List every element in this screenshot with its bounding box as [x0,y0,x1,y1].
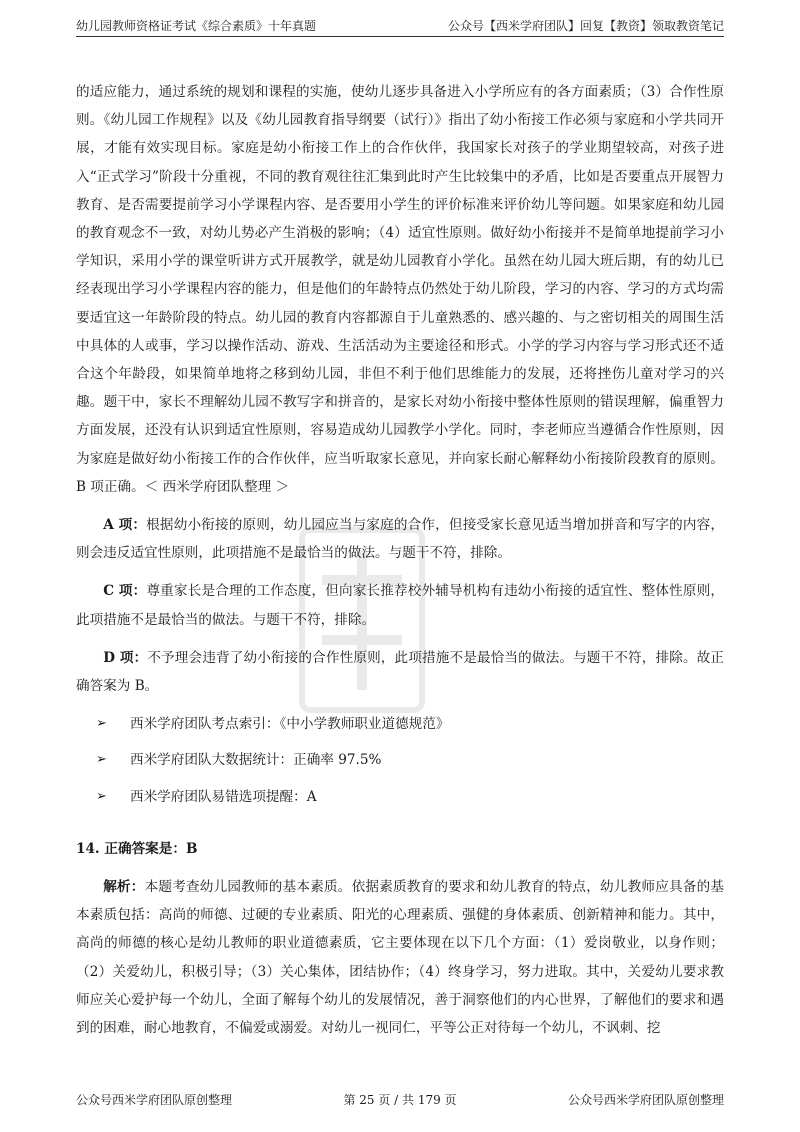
question-14-answer-heading: 14. 正确答案是：B [76,840,198,857]
page-footer [76,1090,724,1110]
header-left-title: 幼儿园教师资格证考试《综合素质》十年真题 [76,19,317,33]
bullet-text: 西米学府团队考点索引：《中小学教师职业道德规范》 [130,716,450,733]
answer-explanation-paragraph: 的适应能力，通过系统的规划和课程的实施，使幼儿逐步具备进入小学所应有的各方面素质；（3）合作性原则。《幼儿园工作规程》以及《幼儿园教育指导纲要（试行）》指出了幼小衔接工作必须与家庭和小学共同开展，才能有效实现目标。家庭是幼小衔接工作上的合作伙伴，我国家长对孩子的学业期望较高，对孩子进入“正式学习”阶段十分重视，不同的教育观往往汇集到此时产生比较集中的矛盾，比如是否要重点开展智力教育、是否需要提前学习小学课程内容、是否要用小学生的评价标准来评价幼儿等问题。如果家庭和幼儿园的教育观念不一致，对幼儿势必产生消极的影响；（4）适宜性原则。做好幼小衔接并不是简单地提前学习小学知识，采用小学的课堂听讲方式开展教学，就是幼儿园教育小学化。虽然在幼儿园大班后期，有的幼儿已经表现出学习小学课程内容的能力，但是他们的年龄特点仍然处于幼儿阶段，学习的内容、学习的方式均需要适宜这一年龄阶段的特点。幼儿园的教育内容都源自于儿童熟悉的、感兴趣的、与之密切相关的周围生活中具体的人或事，学习以操作活动、游戏、生活活动为主要途径和形式。小学的学习内容与学习形式还不适合这个年龄段，如果简单地将之移到幼儿园，非但不利于他们思维能力的发展，还将挫伤儿童对学习的兴趣。题干中，家长不理解幼儿园不教写字和拼音的，是家长对幼小衔接中整体性原则的错误理解，偏重智力方面发展，还没有认识到适宜性原则，容易造成幼儿园教学小学化。同时，李老师应当遵循合作性原则，因为家庭是做好幼小衔接工作的合作伙伴，应当听取家长意见，并向家长耐心解释幼小衔接阶段教育的原则。B 项正确。＜ 西米学府团队整理 ＞ [76,84,724,495]
option-a-label: A 项： [103,517,147,534]
option-c-analysis [76,577,724,633]
arrow-bullet-icon: ➢ [96,716,107,732]
option-d-text: 不予理会违背了幼小衔接的合作性原则，此项措施不是最恰当的做法。与题干不符，排除。故正确答案为 B。 [76,649,724,695]
footer-left-note: 公众号西米学府团队原创整理 [76,1093,233,1107]
arrow-bullet-icon: ➢ [96,788,107,804]
list-item [76,710,724,738]
option-a-analysis [76,511,724,567]
option-a-text: 根据幼小衔接的原则，幼儿园应当与家庭的合作，但接受家长意见适当增加拼音和写字的内容，则会违反适宜性原则，此项措施不是最恰当的做法。与题干不符，排除。 [76,517,725,562]
analysis-label: 解析： [103,879,145,896]
option-c-text: 尊重家长是合理的工作态度，但向家长推荐校外辅导机构有违幼小衔接的适宜性、整体性原则，此项措施不是最恰当的做法。与题干不符，排除。 [76,583,724,628]
list-item [76,783,724,811]
arrow-bullet-icon: ➢ [96,752,107,768]
bullet-text: 西米学府团队易错选项提醒：A [130,788,317,805]
page-number: 第 25 页 / 共 179 页 [343,1093,457,1107]
page-header [76,14,724,37]
question-14-analysis [76,873,724,1042]
summary-bullet-list [76,710,724,811]
page-content [76,78,724,1042]
option-c-label: C 项： [103,583,147,600]
option-d-label: D 项： [103,649,148,666]
bullet-text: 西米学府团队大数据统计：正确率 97.5% [130,752,382,769]
list-item [76,746,724,774]
option-d-analysis [76,644,724,700]
footer-right-note: 公众号西米学府团队原创整理 [567,1093,724,1107]
header-right-note: 公众号【西米学府团队】回复【教资】领取教资笔记 [447,19,724,33]
analysis-text: 本题考查幼儿园教师的基本素质。依据素质教育的要求和幼儿教育的特点，幼儿教师应具备的基本素质包括：高尚的师德、过硬的专业素质、阳光的心理素质、强健的身体素质、创新精神和能力。其中，高尚的师德的核心是幼儿教师的职业道德素质，它主要体现在以下几个方面：（1）爱岗敬业，以身作则；（2）关爱幼儿，积极引导；（3）关心集体，团结协作；（4）终身学习，努力进取。其中，关爱幼儿要求教师应关心爱护每一个幼儿，全面了解每个幼儿的发展情况，善于洞察他们的内心世界，了解他们的要求和遇到的困难，耐心地教育，不偏爱或溺爱。对幼儿一视同仁，平等公正对待每一个幼儿，不讽刺、挖 [76,879,725,1037]
